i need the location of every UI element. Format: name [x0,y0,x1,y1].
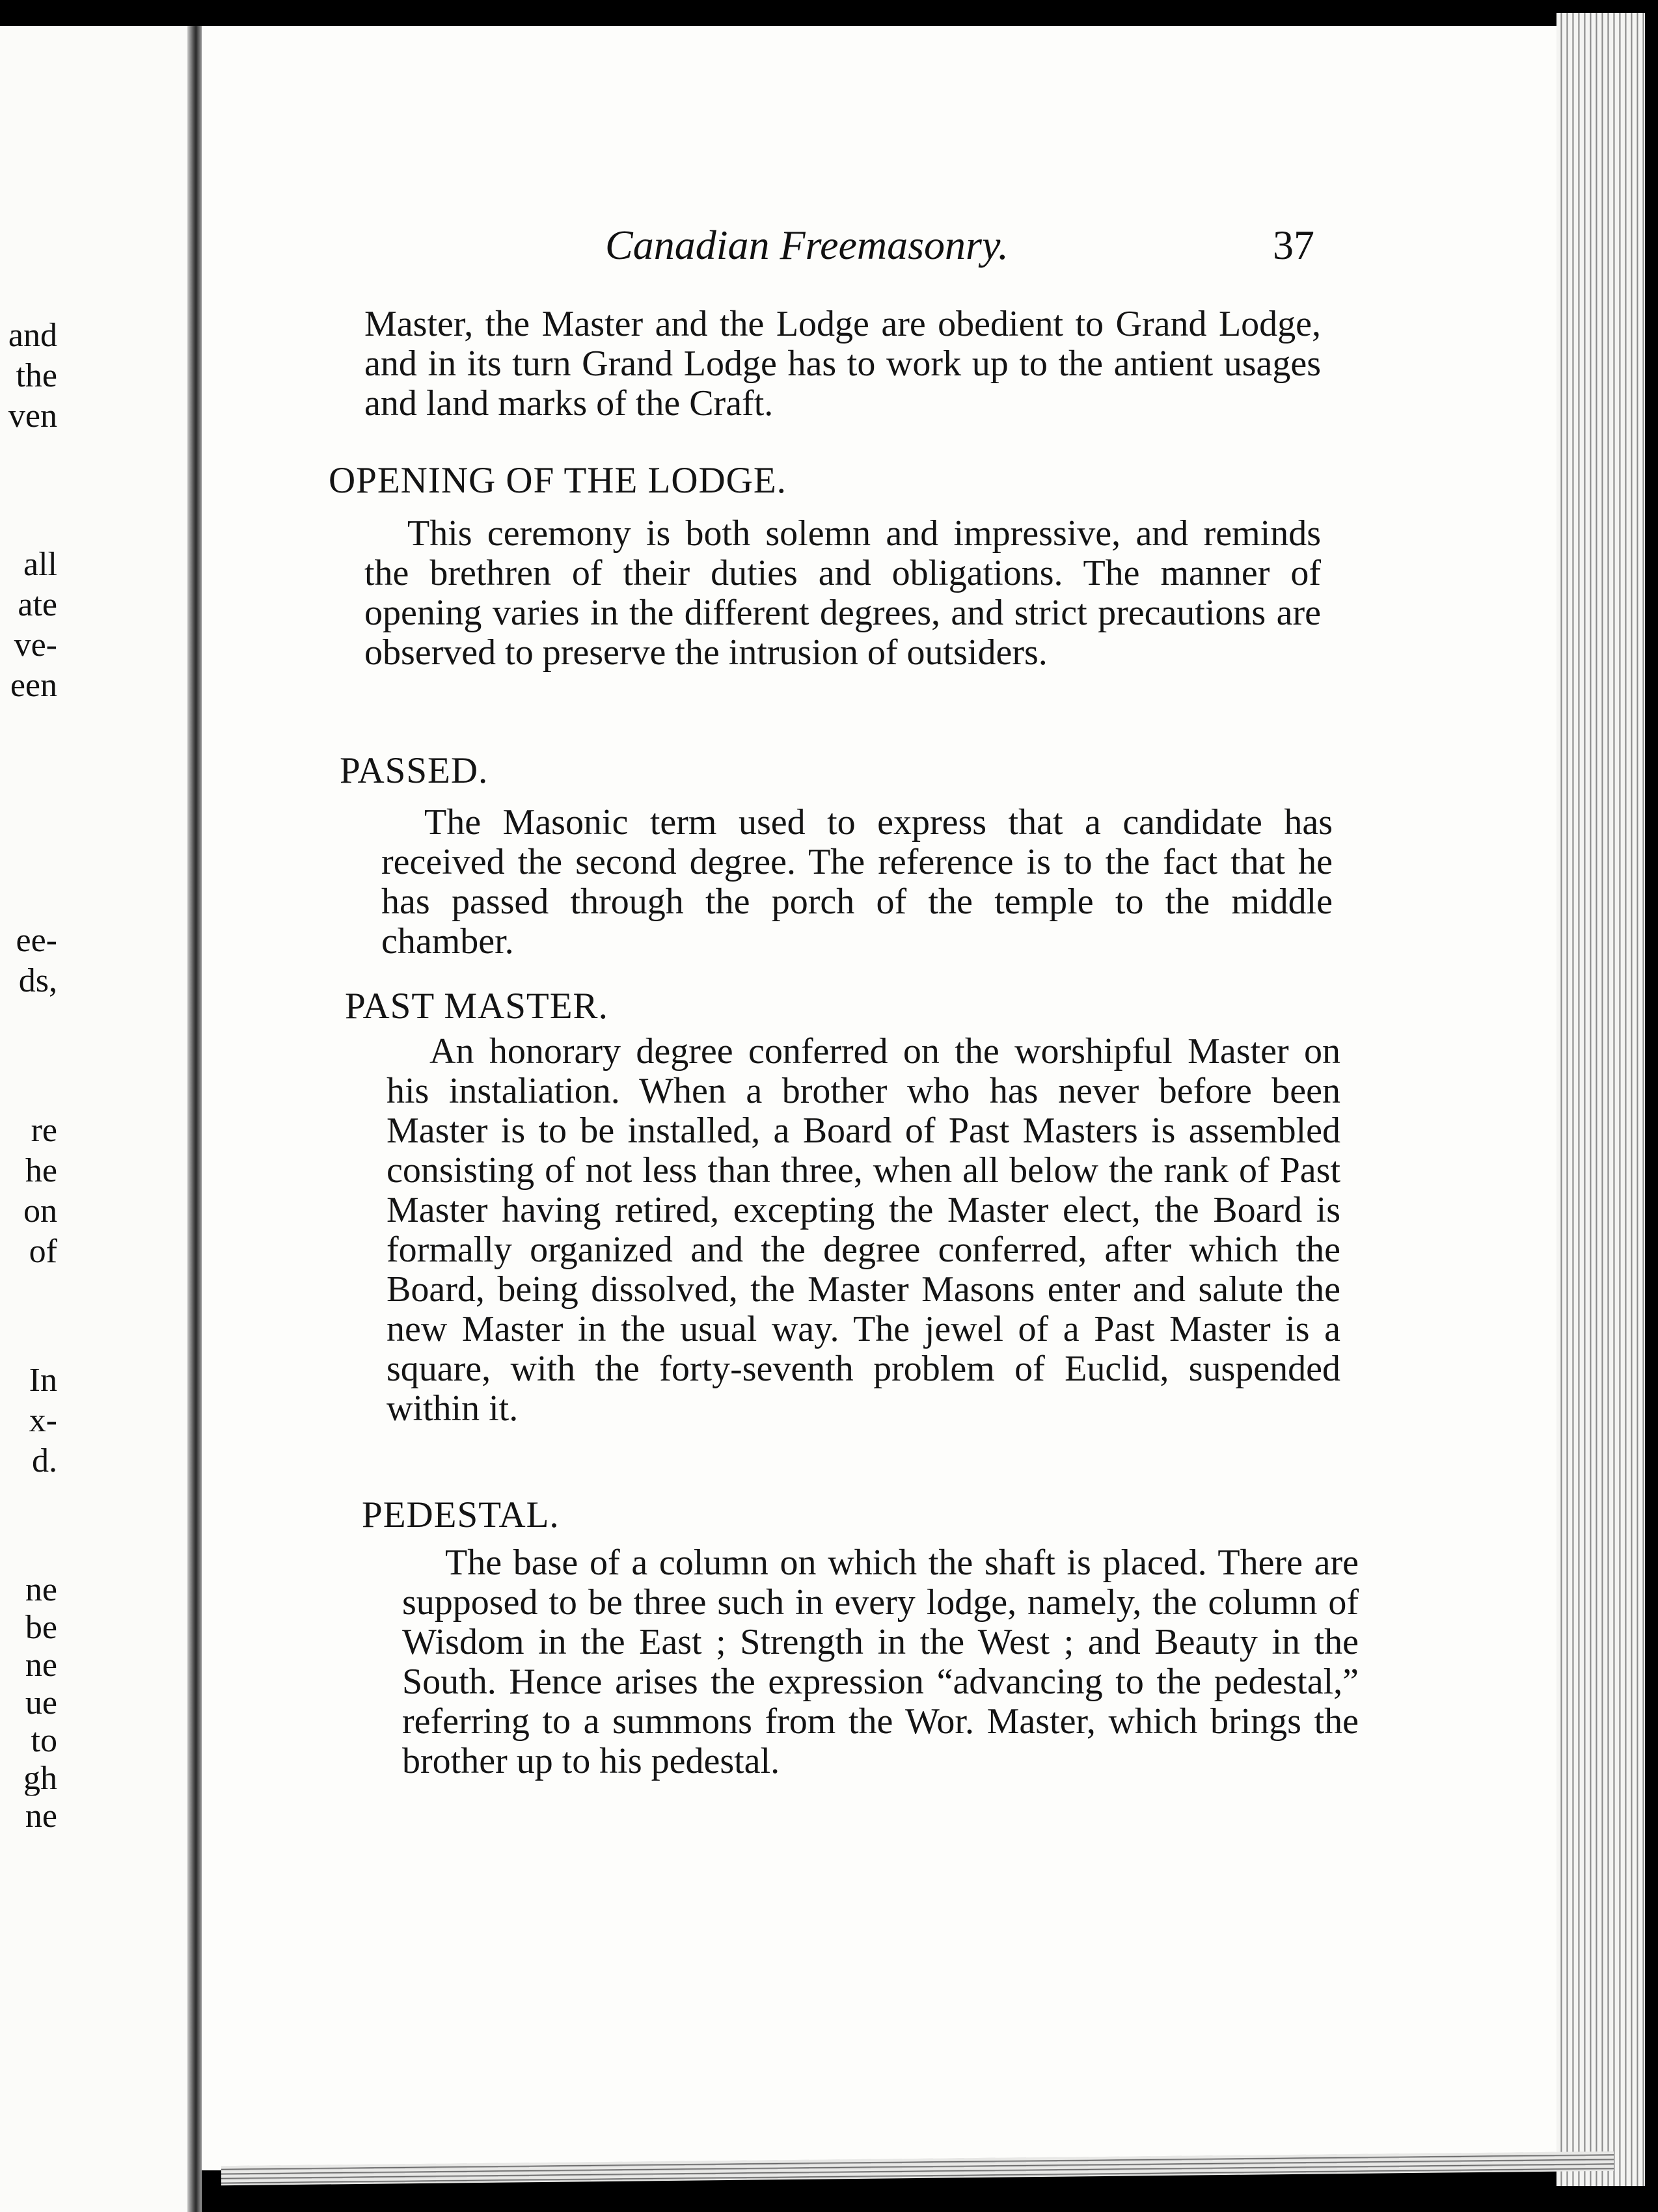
left-fragment: ds, [18,964,57,998]
left-fragment: be [25,1611,57,1645]
left-fragment: ve- [14,628,57,662]
left-fragment: to [31,1724,57,1758]
entry-body [402,1543,1359,1781]
left-fragment: he [25,1154,57,1188]
left-fragment: ee- [16,924,57,958]
left-fragment: the [16,359,57,393]
entry-text: An honorary degree conferred on the worshipful Master on his instaliation. When a brother who has never before been Master is to be installed, a Board of Past Masters is assembled consisting of not less than three, when all below the rank of Past Master having retired, excepting the Master elect, the Board is formally organized and the degree conferred, after which the Board, being dissolved, the Master Masons enter and salute the new Master in the usual way. The jewel of a Past Master is a square, with the forty-seventh problem of Euclid, suspended within it. [387,1031,1340,1429]
left-fragment: d. [32,1444,57,1478]
left-fragment: ne [25,1573,57,1607]
running-title: Canadian Freemasonry. [605,222,1009,268]
entry-heading: PEDESTAL. [362,1494,560,1535]
left-fragment: of [29,1235,57,1269]
left-fragment: ne [25,1649,57,1682]
left-fragment: on [23,1194,57,1228]
running-header [605,221,1327,273]
left-fragment: x- [29,1404,57,1438]
book-gutter [187,26,202,2212]
left-fragment: een [10,669,57,703]
page-number: 37 [1273,222,1314,268]
page-edges [1556,13,1645,2186]
left-fragment: In [29,1364,57,1397]
left-fragment: re [31,1114,57,1148]
left-page-text-fragments [0,0,57,2212]
left-fragment: ue [25,1686,57,1720]
entry-text: The Masonic term used to express that a candidate has received the second degree. The reference is to the fact that he has passed through the porch of the temple to the middle chamber. [381,802,1333,962]
entry-text: The base of a column on which the shaft is placed. There are supposed to be three such in every lodge, namely, the column of Wisdom in the East ; Strength in the West ; and Beauty in the South. Hence arises the expression “advancing to the pedestal,” referring to a summons from the Wor. Master, which brings the brother up to his pedestal. [402,1543,1359,1781]
left-fragment: and [8,319,57,353]
left-fragment: gh [23,1762,57,1796]
entry-heading: PAST MASTER. [345,986,608,1027]
entry-body [387,1032,1340,1429]
continuation-paragraph [364,304,1321,424]
entry-heading: PASSED. [340,750,489,791]
entry-body [364,514,1321,673]
continuation-text: Master, the Master and the Lodge are obedient to Grand Lodge, and in its turn Grand Lodge has to work up to the antient usages and land marks of the Craft. [364,304,1321,424]
left-fragment: ate [18,588,57,622]
left-fragment: all [23,548,57,582]
entry-heading: OPENING OF THE LODGE. [329,460,787,501]
left-fragment: ven [8,399,57,433]
entry-text: This ceremony is both solemn and impressive, and reminds the brethren of their duties and obligations. The manner of opening varies in the different degrees, and strict precautions are observed to preserve the intrusion of outsiders. [364,513,1321,673]
left-fragment: ne [25,1800,57,1833]
entry-body [381,803,1333,962]
